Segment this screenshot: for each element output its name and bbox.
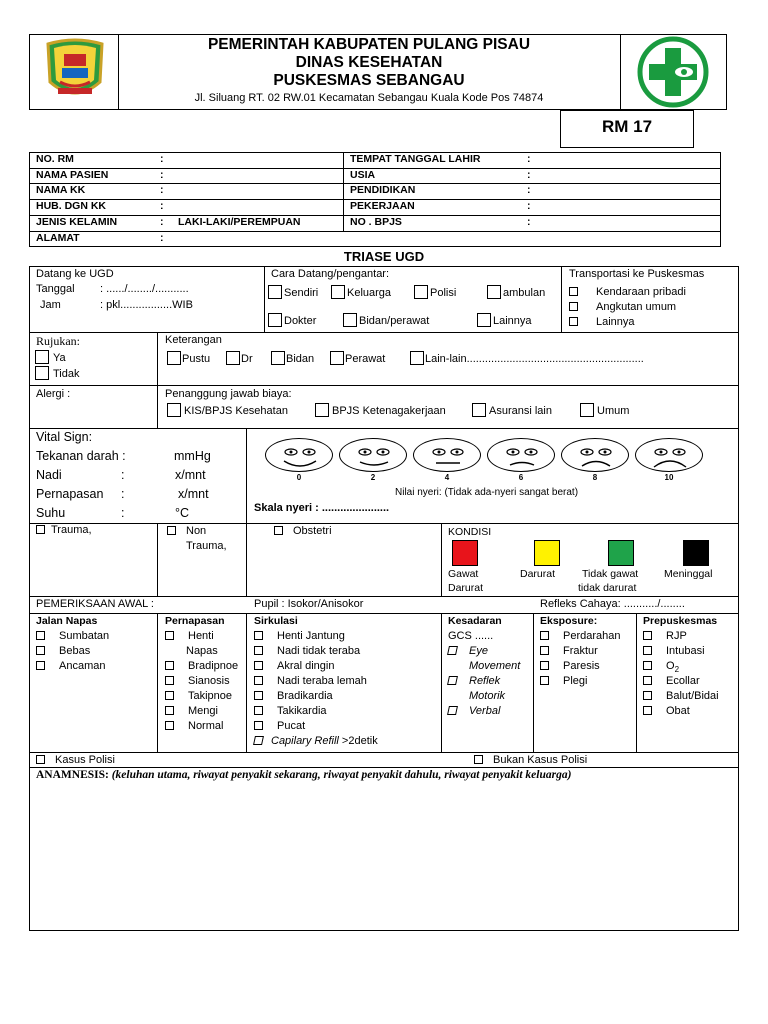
transportasi-label-lainnya: Lainnya <box>596 316 635 328</box>
prepuskesmas-label-rjp: RJP <box>666 630 687 642</box>
transportasi-option-lainnya[interactable] <box>569 316 635 328</box>
prepuskesmas-label-obat: Obat <box>666 705 690 717</box>
patient-sep: : <box>160 184 164 196</box>
cara-label-lainnya: Lainnya <box>493 315 532 327</box>
kondisi-swatch-tidak-gawat[interactable] <box>608 540 634 566</box>
cara-checkbox-keluarga[interactable] <box>331 285 345 299</box>
transportasi-checkbox-lainnya[interactable] <box>569 317 578 326</box>
jalan-napas-label-sumbatan: Sumbatan <box>59 630 110 642</box>
rujukan-label-tidak: Tidak <box>53 368 80 380</box>
eksposure-checkbox[interactable] <box>540 646 549 655</box>
transportasi-label-kendaraan-pribadi: Kendaraan pribadi <box>596 286 686 298</box>
jam-label: Jam <box>40 299 61 311</box>
cara-checkbox-dokter[interactable] <box>268 313 282 327</box>
prepuskesmas-item-rjp[interactable] <box>643 630 687 642</box>
keterangan-checkbox-dr[interactable] <box>226 351 240 365</box>
refleks-cahaya-field[interactable]: Refleks Cahaya: .........../........ <box>540 598 685 610</box>
rujukan-option-ya[interactable] <box>35 350 66 364</box>
transportasi-label-angkutan-umum: Angkutan umum <box>596 301 677 313</box>
eksposure-label-paresis: Paresis <box>563 660 600 672</box>
patient-sep: : <box>527 200 531 212</box>
penanggung-option-asuransi-lain[interactable] <box>472 403 552 417</box>
pain-value-label: 10 <box>664 473 674 482</box>
prepuskesmas-item-o2[interactable] <box>643 660 679 674</box>
bukan-kasus-polisi-label: Bukan Kasus Polisi <box>493 754 588 766</box>
keterangan-label-perawat: Perawat <box>345 353 386 365</box>
penanggung-title: Penanggung jawab biaya: <box>165 388 292 400</box>
prepuskesmas-checkbox[interactable] <box>643 631 652 640</box>
sirkulasi-item-nadi-teraba-lemah[interactable] <box>254 675 367 687</box>
kesadaran-label-eye: Eye <box>469 645 488 657</box>
sirkulasi-label-nadi-teraba-lemah: Nadi teraba lemah <box>277 675 367 687</box>
kesadaran-label-reflek: Reflek <box>469 675 501 687</box>
column-title-eksposure: Eksposure: <box>540 615 598 627</box>
cara-option-lainnya[interactable] <box>477 313 532 327</box>
transportasi-title: Transportasi ke Puskesmas <box>569 268 705 280</box>
cara-label-sendiri: Sendiri <box>284 287 319 299</box>
obstetri-checkbox[interactable] <box>274 526 283 535</box>
sirkulasi-item-akral-dingin[interactable] <box>254 660 334 672</box>
cara-option-sendiri[interactable] <box>268 285 318 299</box>
sirkulasi-label-takikardia: Takikardia <box>277 705 327 717</box>
trauma-checkbox[interactable] <box>36 525 45 534</box>
rujukan-option-tidak[interactable] <box>35 366 80 380</box>
kesadaran-checkbox[interactable] <box>447 646 458 655</box>
cara-option-keluarga[interactable] <box>331 285 391 299</box>
patient-label-no-bpjs: NO . BPJS <box>350 216 402 228</box>
pain-face-10-icon <box>635 438 703 472</box>
patient-label-alamat: ALAMAT <box>36 232 80 244</box>
bukan-kasus-polisi-checkbox[interactable] <box>474 755 483 764</box>
eksposure-item-paresis[interactable] <box>540 660 600 672</box>
transportasi-option-angkutan-umum[interactable] <box>569 301 676 313</box>
jalan-napas-label-ancaman: Ancaman <box>59 660 106 672</box>
pain-value-label: 4 <box>444 473 450 482</box>
kondisi-sublabel-gawat: Darurat <box>448 582 484 594</box>
keterangan-option-bidan[interactable] <box>271 351 314 365</box>
prepuskesmas-label-balut-bidai: Balut/Bidai <box>666 690 719 702</box>
cara-checkbox-bidan-perawat[interactable] <box>343 313 357 327</box>
vital-label-suhu: Suhu <box>36 506 66 520</box>
patient-sep: : <box>527 184 531 196</box>
rujukan-checkbox-ya[interactable] <box>35 350 49 364</box>
pain-value-label: 0 <box>296 473 302 482</box>
sirkulasi-checkbox[interactable] <box>254 691 263 700</box>
cara-label-keluarga: Keluarga <box>347 287 392 299</box>
pernapasan-label-sianosis: Sianosis <box>188 675 230 687</box>
sirkulasi-checkbox[interactable] <box>254 706 263 715</box>
anamnesis-detail: (keluhan utama, riwayat penyakit sekarang, riwayat penyakit dahulu, riwayat penyakit keluarga) <box>111 769 572 781</box>
prepuskesmas-label-o-sub: 2 <box>674 665 680 675</box>
kondisi-swatch-darurat[interactable] <box>534 540 560 566</box>
cara-option-ambulan[interactable] <box>487 285 545 299</box>
sirkulasi-label-bradikardia: Bradikardia <box>277 690 333 702</box>
patient-label-usia: USIA <box>350 169 376 181</box>
penanggung-label-umum: Umum <box>597 405 630 417</box>
vital-unit-c: °C <box>175 506 190 520</box>
pupil-field[interactable]: Pupil : Isokor/Anisokor <box>254 598 364 610</box>
rujukan-checkbox-tidak[interactable] <box>35 366 49 380</box>
patient-sep: : <box>527 153 531 165</box>
column-title-sirkulasi: Sirkulasi <box>254 615 298 627</box>
header-line1: PEMERINTAH KABUPATEN PULANG PISAU <box>207 36 531 53</box>
patient-label-nama-pasien: NAMA PASIEN <box>36 169 109 181</box>
vital-sep: : <box>121 487 125 501</box>
jalan-napas-checkbox[interactable] <box>36 661 45 670</box>
non-trauma-label-2: Trauma, <box>186 540 227 552</box>
prepuskesmas-item-intubasi[interactable] <box>643 645 705 657</box>
patient-label-tempat-tanggal-lahir: TEMPAT TANGGAL LAHIR <box>350 153 481 165</box>
prepuskesmas-checkbox[interactable] <box>643 661 652 670</box>
vital-sep: : <box>121 506 125 520</box>
sirkulasi-item-nadi-tidak-teraba[interactable] <box>254 645 360 657</box>
transportasi-option-kendaraan-pribadi[interactable] <box>569 286 686 298</box>
jalan-napas-item-bebas[interactable] <box>36 645 90 657</box>
prepuskesmas-item-balut-bidai[interactable] <box>643 690 719 702</box>
sirkulasi-checkbox[interactable] <box>254 661 263 670</box>
pernapasan-item-henti[interactable] <box>165 630 214 642</box>
sirkulasi-label-pucat: Pucat <box>277 720 306 732</box>
triase-title: TRIASE UGD <box>343 249 425 264</box>
penanggung-option-kis-bpjs-kesehatan[interactable] <box>167 403 288 417</box>
pernapasan-item-takipnoe[interactable] <box>165 690 232 702</box>
sirkulasi-item-takikardia[interactable] <box>254 705 327 717</box>
anamnesis-heading <box>36 769 571 781</box>
sirkulasi-item-capilary-refill[interactable] <box>254 735 378 747</box>
rujukan-title: Rujukan: <box>36 334 80 348</box>
sirkulasi-label-capilary-refill: Capilary Refill <box>271 735 339 747</box>
vital-unit-x-mnt: x/mnt <box>175 468 206 482</box>
column-title-jalan-napas: Jalan Napas <box>36 615 98 627</box>
patient-label-jenis-kelamin: JENIS KELAMIN <box>36 216 118 228</box>
cara-label-dokter: Dokter <box>284 315 317 327</box>
cara-option-bidan-perawat[interactable] <box>343 313 429 327</box>
pernapasan-checkbox[interactable] <box>165 721 174 730</box>
keterangan-checkbox-lain-lain[interactable] <box>410 351 424 365</box>
penanggung-label-bpjs-ketenagakerjaan: BPJS Ketenagakerjaan <box>332 405 446 417</box>
cara-checkbox-sendiri[interactable] <box>268 285 282 299</box>
kesadaran-item-movement <box>448 660 520 672</box>
alergi-label: Alergi : <box>36 388 71 400</box>
pernapasan-label-napas: Napas <box>186 645 218 657</box>
kesadaran-label-verbal: Verbal <box>469 705 501 717</box>
prepuskesmas-checkbox[interactable] <box>643 691 652 700</box>
pernapasan-label-bradipnoe: Bradipnoe <box>188 660 239 672</box>
kesadaran-item-reflek[interactable] <box>448 675 500 687</box>
vital-unit-x-mnt: x/mnt <box>178 487 209 501</box>
pain-face-0-icon <box>265 438 333 472</box>
pernapasan-checkbox[interactable] <box>165 661 174 670</box>
penanggung-checkbox-asuransi-lain[interactable] <box>472 403 486 417</box>
obstetri-option[interactable] <box>274 525 332 537</box>
patient-value-jenis-kelamin[interactable]: LAKI-LAKI/PEREMPUAN <box>178 216 301 228</box>
pernapasan-checkbox[interactable] <box>165 706 174 715</box>
jalan-napas-label-bebas: Bebas <box>59 645 91 657</box>
patient-sep: : <box>527 216 531 228</box>
cara-checkbox-lainnya[interactable] <box>477 313 491 327</box>
penanggung-option-umum[interactable] <box>580 403 629 417</box>
kondisi-swatch-gawat[interactable] <box>452 540 478 566</box>
kesadaran-item-motorik <box>448 690 505 702</box>
pain-value-label: 6 <box>518 473 524 482</box>
kesadaran-item-eye[interactable] <box>448 645 488 657</box>
pain-caption: Nilai nyeri: (Tidak ada-nyeri sangat berat) <box>395 487 579 498</box>
prepuskesmas-checkbox[interactable] <box>643 646 652 655</box>
eksposure-label-perdarahan: Perdarahan <box>563 630 621 642</box>
eksposure-item-plegi[interactable] <box>540 675 587 687</box>
non-trauma-option[interactable] <box>167 525 206 537</box>
pernapasan-checkbox[interactable] <box>165 691 174 700</box>
jalan-napas-checkbox[interactable] <box>36 646 45 655</box>
sirkulasi-checkbox[interactable] <box>254 676 263 685</box>
kondisi-label-gawat: Gawat <box>448 568 479 580</box>
trauma-option[interactable] <box>36 524 92 536</box>
penanggung-checkbox-bpjs-ketenagakerjaan[interactable] <box>315 403 329 417</box>
patient-sep: : <box>527 169 531 181</box>
cara-label-bidan-perawat: Bidan/perawat <box>359 315 430 327</box>
prepuskesmas-checkbox[interactable] <box>643 676 652 685</box>
patient-label-pendidikan: PENDIDIKAN <box>350 184 416 196</box>
kesadaran-label-movement: Movement <box>469 660 521 672</box>
patient-sep: : <box>160 153 164 165</box>
sirkulasi-item-henti-jantung[interactable] <box>254 630 345 642</box>
gcs-field[interactable]: GCS ...... <box>448 630 494 642</box>
patient-sep: : <box>160 169 164 181</box>
kondisi-swatch-meninggal[interactable] <box>683 540 709 566</box>
prepuskesmas-label-o: O <box>666 660 675 672</box>
sirkulasi-label-2detik: >2detik <box>341 735 378 747</box>
sirkulasi-checkbox[interactable] <box>253 736 264 745</box>
pernapasan-label-henti: Henti <box>188 630 214 642</box>
keterangan-title: Keterangan <box>165 334 222 346</box>
keterangan-option-pustu[interactable] <box>167 351 210 365</box>
jam-field[interactable]: : pkl.................WIB <box>100 299 193 311</box>
patient-label-hub-dgn-kk: HUB. DGN KK <box>36 200 106 212</box>
sirkulasi-checkbox[interactable] <box>254 646 263 655</box>
penanggung-option-bpjs-ketenagakerjaan[interactable] <box>315 403 446 417</box>
pain-face-6-icon <box>487 438 555 472</box>
kondisi-label-meninggal: Meninggal <box>664 568 713 580</box>
eksposure-checkbox[interactable] <box>540 661 549 670</box>
puskesmas-cross-logo <box>630 36 716 108</box>
penanggung-label-asuransi-lain: Asuransi lain <box>489 405 552 417</box>
pain-face-4-icon <box>413 438 481 472</box>
keterangan-option-perawat[interactable] <box>330 351 385 365</box>
patient-label-pekerjaan: PEKERJAAN <box>350 200 415 212</box>
eksposure-item-fraktur[interactable] <box>540 645 598 657</box>
anamnesis-textarea[interactable] <box>30 786 738 930</box>
pain-value-label: 8 <box>592 473 598 482</box>
penanggung-checkbox-umum[interactable] <box>580 403 594 417</box>
patient-sep: : <box>160 216 164 228</box>
keterangan-checkbox-bidan[interactable] <box>271 351 285 365</box>
sirkulasi-checkbox[interactable] <box>254 721 263 730</box>
vital-sep: : <box>121 468 125 482</box>
kesadaran-checkbox[interactable] <box>447 706 458 715</box>
keterangan-option-lain-lain[interactable] <box>410 351 644 365</box>
skala-nyeri-field[interactable]: Skala nyeri : ...................... <box>254 502 390 514</box>
pemeriksaan-label: PEMERIKSAAN AWAL : <box>36 598 154 610</box>
cara-label-ambulan: ambulan <box>503 287 546 299</box>
pernapasan-item-normal[interactable] <box>165 720 223 732</box>
patient-label-nama-kk: NAMA KK <box>36 184 86 196</box>
column-title-pernapasan: Pernapasan <box>165 615 225 627</box>
keterangan-checkbox-pustu[interactable] <box>167 351 181 365</box>
kondisi-title: KONDISI <box>448 526 492 538</box>
kasus-polisi-label: Kasus Polisi <box>55 754 115 766</box>
kondisi-sublabel-tidak-gawat: tidak darurat <box>578 582 637 594</box>
column-title-prepuskesmas: Prepuskesmas <box>643 615 718 627</box>
datang-title: Datang ke UGD <box>36 268 114 280</box>
kasus-polisi-checkbox[interactable] <box>36 755 45 764</box>
pernapasan-item-mengi[interactable] <box>165 705 218 717</box>
header-address: Jl. Siluang RT. 02 RW.01 Kecamatan Sebangau Kuala Kode Pos 74874 <box>194 92 544 104</box>
prepuskesmas-label-ecollar: Ecollar <box>666 675 700 687</box>
form-code: RM 17 <box>601 117 653 136</box>
jalan-napas-checkbox[interactable] <box>36 631 45 640</box>
non-trauma-checkbox[interactable] <box>167 526 176 535</box>
eksposure-label-plegi: Plegi <box>563 675 588 687</box>
cara-checkbox-polisi[interactable] <box>414 285 428 299</box>
pain-value-label: 2 <box>370 473 376 482</box>
keterangan-option-dr[interactable] <box>226 351 253 365</box>
header-line3: PUSKESMAS SEBANGAU <box>273 72 465 89</box>
keterangan-label-bidan: Bidan <box>286 353 315 365</box>
kondisi-label-darurat: Darurat <box>520 568 556 580</box>
sirkulasi-label-nadi-tidak-teraba: Nadi tidak teraba <box>277 645 361 657</box>
prepuskesmas-label-intubasi: Intubasi <box>666 645 705 657</box>
kesadaran-label-motorik: Motorik <box>469 690 506 702</box>
penanggung-checkbox-kis-bpjs-kesehatan[interactable] <box>167 403 181 417</box>
prepuskesmas-item-ecollar[interactable] <box>643 675 700 687</box>
header-line2: DINAS KESEHATAN <box>295 54 443 71</box>
patient-sep: : <box>160 232 164 244</box>
penanggung-label-kis-bpjs-kesehatan: KIS/BPJS Kesehatan <box>184 405 288 417</box>
obstetri-label: Obstetri <box>293 525 332 537</box>
pernapasan-label-takipnoe: Takipnoe <box>188 690 233 702</box>
pernapasan-label-normal: Normal <box>188 720 224 732</box>
kondisi-label-tidak-gawat: Tidak gawat <box>582 568 639 580</box>
sirkulasi-checkbox[interactable] <box>254 631 263 640</box>
kesadaran-checkbox[interactable] <box>447 676 458 685</box>
transportasi-checkbox-kendaraan-pribadi[interactable] <box>569 287 578 296</box>
vital-label-tekanan-darah: Tekanan darah : <box>36 449 126 463</box>
pernapasan-label-mengi: Mengi <box>188 705 218 717</box>
prepuskesmas-checkbox[interactable] <box>643 706 652 715</box>
patient-label-no-rm: NO. RM <box>36 153 74 165</box>
regency-crest-logo <box>44 38 106 104</box>
rujukan-label-ya: Ya <box>53 352 66 364</box>
tanggal-field[interactable]: : ....../......../........... <box>100 283 189 295</box>
cara-checkbox-ambulan[interactable] <box>487 285 501 299</box>
column-title-kesadaran: Kesadaran <box>448 615 502 627</box>
vital-label-nadi: Nadi <box>36 468 62 482</box>
pernapasan-item-bradipnoe[interactable] <box>165 660 238 672</box>
vital-title: Vital Sign: <box>36 430 93 444</box>
keterangan-label-dr: Dr <box>241 353 253 365</box>
anamnesis-label: ANAMNESIS: <box>36 769 109 781</box>
sirkulasi-label-henti-jantung: Henti Jantung <box>277 630 345 642</box>
eksposure-checkbox[interactable] <box>540 676 549 685</box>
prepuskesmas-item-obat[interactable] <box>643 705 690 717</box>
pain-face-8-icon <box>561 438 629 472</box>
vital-label-pernapasan: Pernapasan <box>36 487 104 501</box>
tanggal-label: Tanggal <box>36 283 75 295</box>
transportasi-checkbox-angkutan-umum[interactable] <box>569 302 578 311</box>
pernapasan-checkbox[interactable] <box>165 631 174 640</box>
pain-face-2-icon <box>339 438 407 472</box>
kesadaran-item-verbal[interactable] <box>448 705 500 717</box>
cara-option-dokter[interactable] <box>268 313 316 327</box>
cara-label-polisi: Polisi <box>430 287 457 299</box>
cara-option-polisi[interactable] <box>414 285 456 299</box>
keterangan-label-lain-lain: Lain-lain.......................................................... <box>425 353 644 365</box>
patient-sep: : <box>160 200 164 212</box>
keterangan-checkbox-perawat[interactable] <box>330 351 344 365</box>
sirkulasi-label-akral-dingin: Akral dingin <box>277 660 335 672</box>
jalan-napas-item-sumbatan[interactable] <box>36 630 109 642</box>
sirkulasi-item-pucat[interactable] <box>254 720 305 732</box>
eksposure-item-perdarahan[interactable] <box>540 630 621 642</box>
pernapasan-item-sianosis[interactable] <box>165 675 230 687</box>
kasus-polisi-option[interactable] <box>36 754 115 766</box>
trauma-label: Trauma, <box>51 524 92 536</box>
non-trauma-label-1: Non <box>186 525 207 537</box>
eksposure-label-fraktur: Fraktur <box>563 645 598 657</box>
pernapasan-checkbox[interactable] <box>165 676 174 685</box>
cara-datang-title: Cara Datang/pengantar: <box>271 268 390 280</box>
keterangan-label-pustu: Pustu <box>182 353 211 365</box>
sirkulasi-item-bradikardia[interactable] <box>254 690 333 702</box>
eksposure-checkbox[interactable] <box>540 631 549 640</box>
bukan-kasus-polisi-option[interactable] <box>474 754 587 766</box>
vital-unit-mmhg: mmHg <box>174 449 211 463</box>
jalan-napas-item-ancaman[interactable] <box>36 660 105 672</box>
